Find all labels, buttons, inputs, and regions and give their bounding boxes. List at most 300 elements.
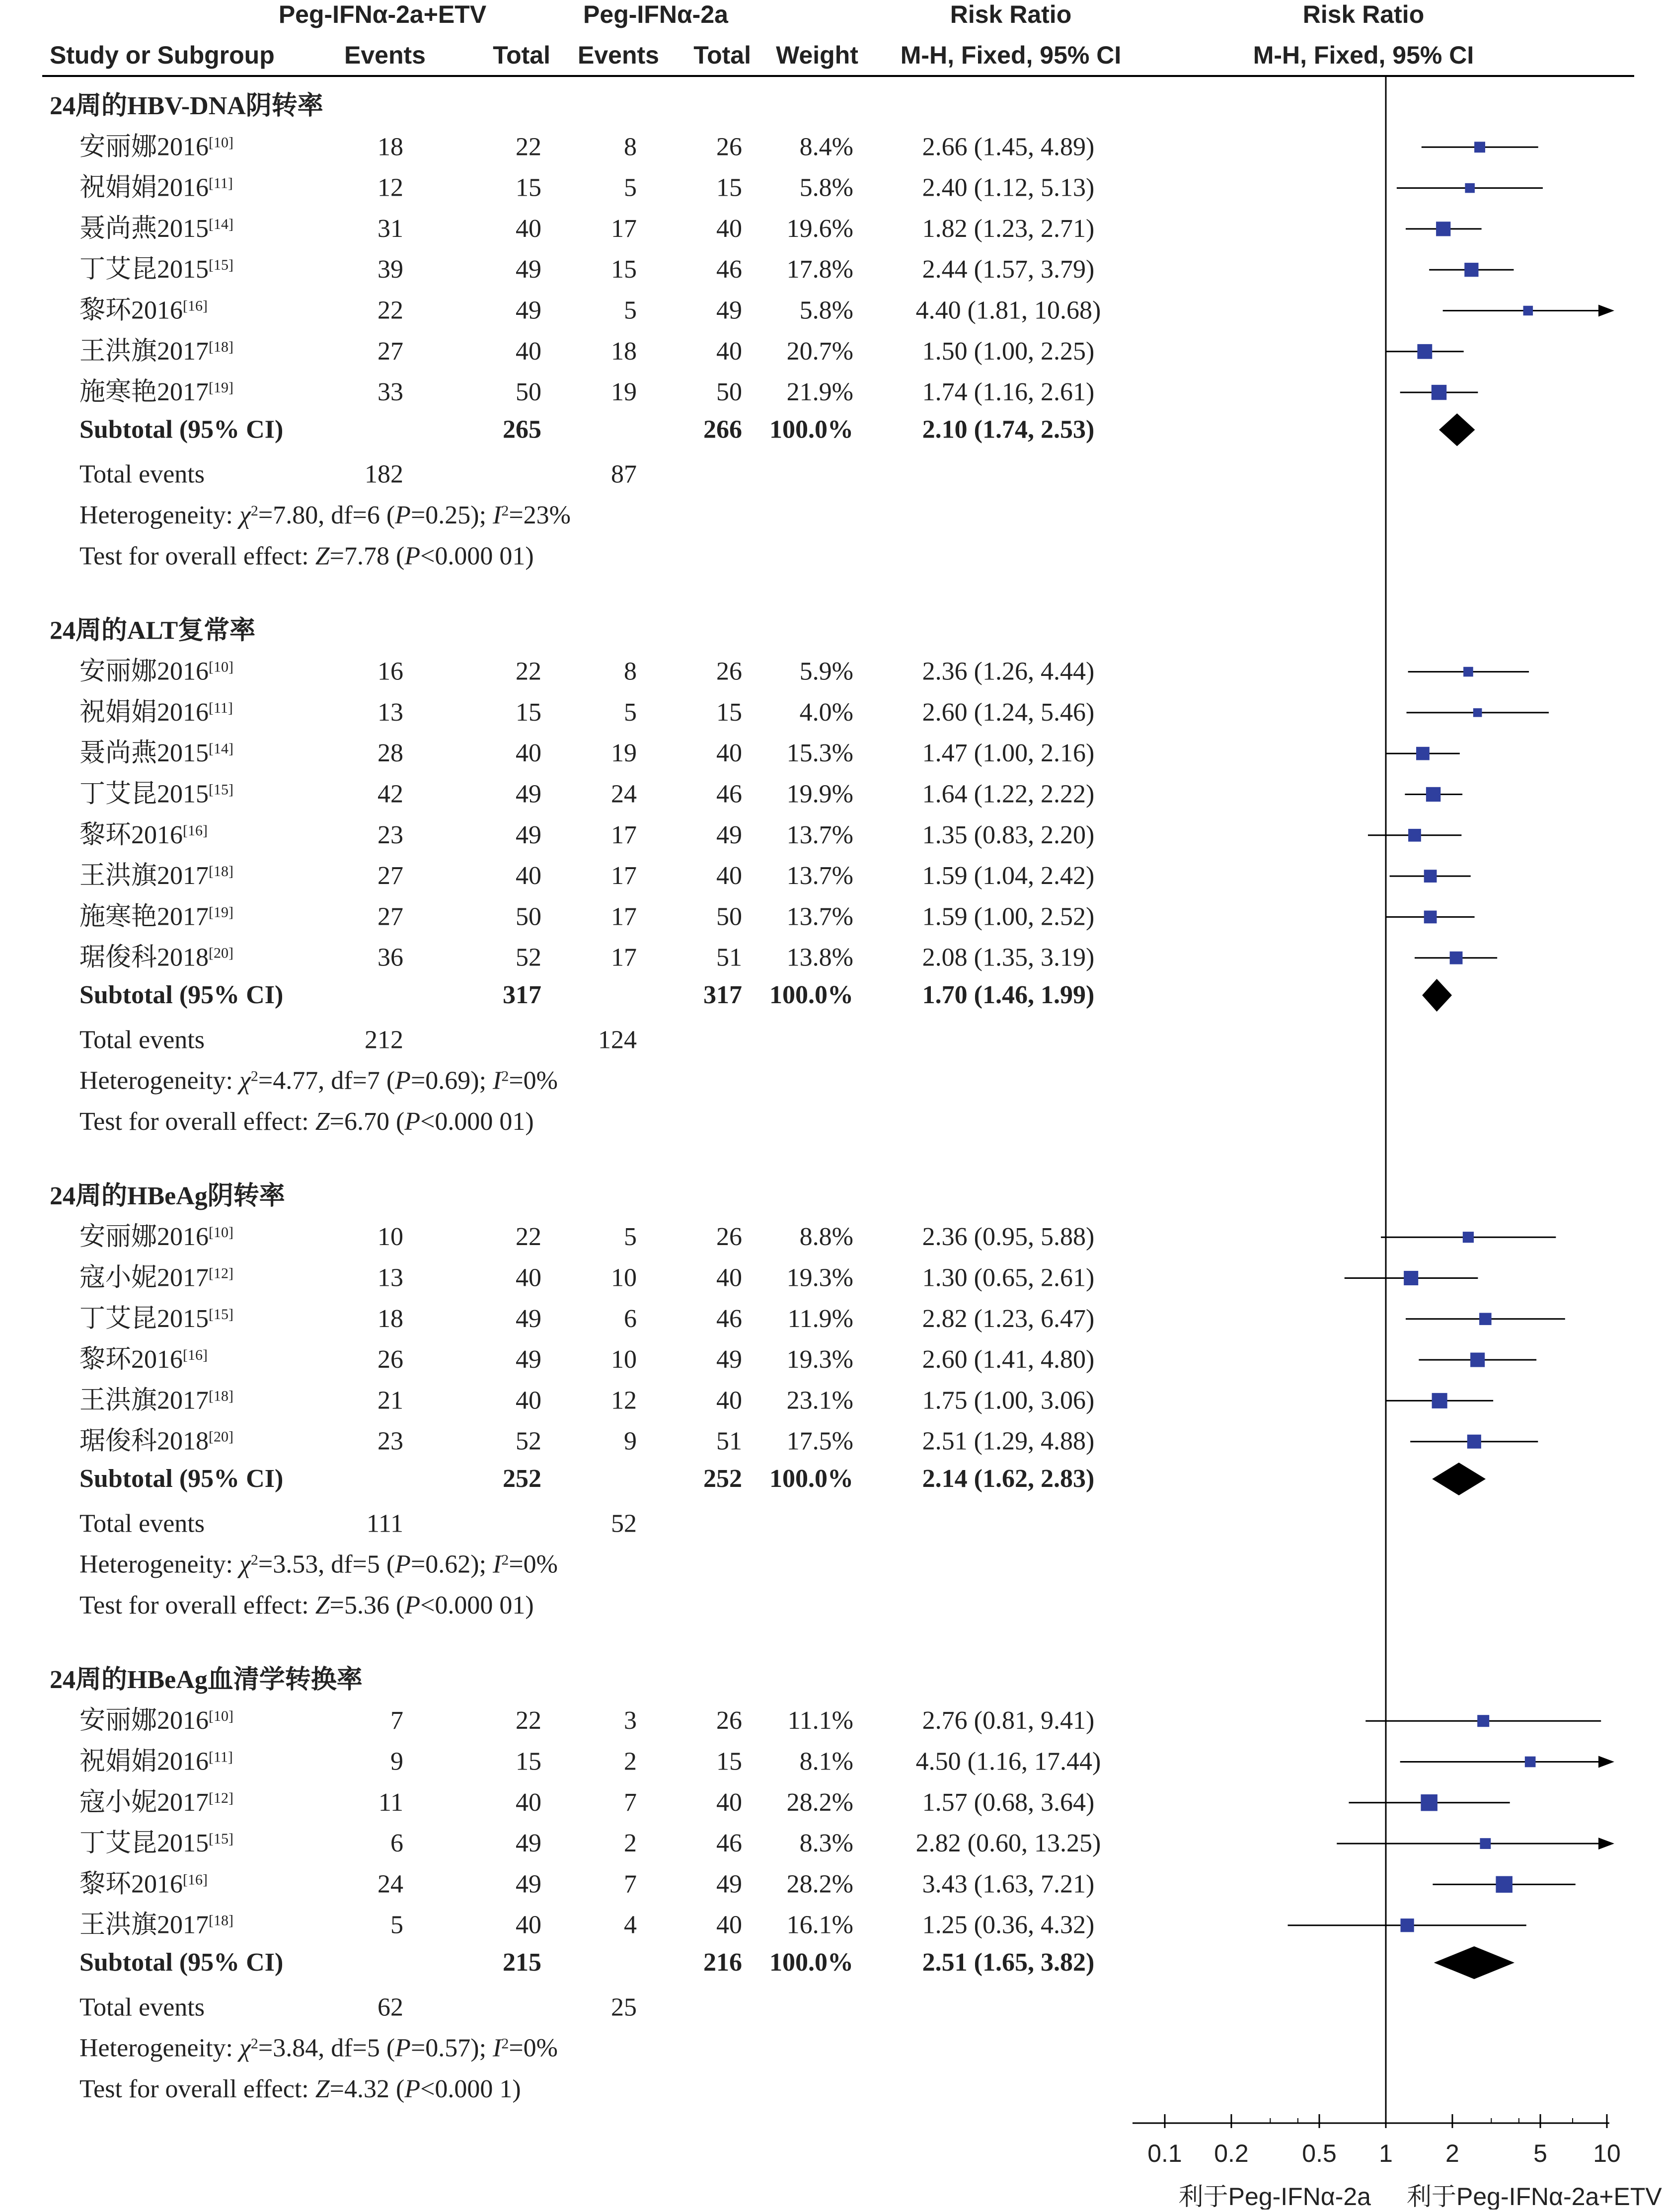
study-label: 丁艾昆2015 xyxy=(79,780,209,809)
total-ctl: 26 xyxy=(716,1223,742,1252)
study-ci: 4.40 (1.81, 10.68) xyxy=(915,296,1101,325)
events-exp: 13 xyxy=(378,698,403,727)
total-exp: 49 xyxy=(516,255,541,284)
subtotal-total-ctl: 252 xyxy=(703,1465,742,1493)
events-exp: 28 xyxy=(378,739,403,768)
total-exp: 22 xyxy=(516,1706,541,1735)
total-exp: 22 xyxy=(516,133,541,161)
study-weight: 19.6% xyxy=(786,214,853,243)
total-ctl: 15 xyxy=(716,698,742,727)
study-label: 黎环2016 xyxy=(79,1870,183,1899)
study-ref: [15] xyxy=(209,1830,233,1847)
study-ci: 2.36 (1.26, 4.44) xyxy=(922,657,1095,686)
study-ci: 1.64 (1.22, 2.22) xyxy=(922,780,1095,809)
events-exp: 22 xyxy=(378,296,403,325)
events-exp: 27 xyxy=(378,337,403,366)
total-exp: 50 xyxy=(516,378,541,407)
events-ctl: 2 xyxy=(624,1747,637,1776)
total-ctl: 40 xyxy=(716,739,742,768)
study-ref: [11] xyxy=(209,175,233,192)
events-exp: 18 xyxy=(378,133,403,161)
ci-arrow-icon xyxy=(1598,1838,1614,1849)
total-exp: 49 xyxy=(516,1345,541,1374)
study-name xyxy=(79,1748,233,1776)
study-ref: [10] xyxy=(209,134,233,150)
total-exp: 49 xyxy=(516,1870,541,1899)
study-ci: 1.82 (1.23, 2.71) xyxy=(922,214,1095,243)
study-ref: [10] xyxy=(209,1224,233,1241)
study-ci: 1.59 (1.00, 2.52) xyxy=(922,902,1095,931)
study-ref: [19] xyxy=(209,379,233,396)
header-group-ctl: Peg-IFNα-2a xyxy=(583,0,728,28)
total-exp: 49 xyxy=(516,1304,541,1333)
study-weight: 28.2% xyxy=(786,1870,853,1899)
header-total-exp: Total xyxy=(493,41,550,69)
subtotal-weight: 100.0% xyxy=(769,981,853,1009)
events-ctl: 17 xyxy=(611,820,637,849)
study-weight: 28.2% xyxy=(786,1788,853,1817)
study-ci: 1.57 (0.68, 3.64) xyxy=(922,1788,1095,1817)
overall-effect-text: Test for overall effect: Z=7.78 (P<0.000 01) xyxy=(79,542,534,571)
study-marker xyxy=(1480,1838,1491,1849)
total-exp: 49 xyxy=(516,1829,541,1858)
axis-tick-label: 0.1 xyxy=(1147,2139,1182,2167)
study-ci: 2.82 (0.60, 13.25) xyxy=(915,1829,1101,1858)
axis-tick-label: 10 xyxy=(1593,2139,1621,2167)
forest-panel xyxy=(1133,76,1662,2210)
study-marker xyxy=(1450,952,1463,964)
study-weight: 8.8% xyxy=(799,1223,853,1252)
total-ctl: 26 xyxy=(716,133,742,161)
study-weight: 5.8% xyxy=(799,296,853,325)
total-exp: 15 xyxy=(516,698,541,727)
study-weight: 8.3% xyxy=(799,1829,853,1858)
study-marker xyxy=(1467,1435,1481,1449)
study-name xyxy=(79,1264,233,1292)
events-ctl: 10 xyxy=(611,1345,637,1374)
study-weight: 13.7% xyxy=(786,902,853,931)
events-ctl: 6 xyxy=(624,1304,637,1333)
total-ctl: 40 xyxy=(716,337,742,366)
total-ctl: 49 xyxy=(716,1345,742,1374)
study-marker xyxy=(1474,142,1485,152)
study-weight: 19.3% xyxy=(786,1263,853,1292)
study-ci: 1.74 (1.16, 2.61) xyxy=(922,378,1095,407)
total-ctl: 40 xyxy=(716,1263,742,1292)
study-name xyxy=(79,296,208,325)
study-weight: 19.3% xyxy=(786,1345,853,1374)
study-label: 王洪旗2017 xyxy=(79,862,209,890)
study-marker xyxy=(1525,1757,1536,1768)
events-exp: 26 xyxy=(378,1345,403,1374)
study-name xyxy=(79,1223,233,1251)
study-weight: 4.0% xyxy=(799,698,853,727)
events-ctl: 8 xyxy=(624,133,637,161)
study-label: 丁艾昆2015 xyxy=(79,255,209,284)
study-weight: 8.1% xyxy=(799,1747,853,1776)
total-events-ctl: 124 xyxy=(598,1026,637,1054)
study-ref: [18] xyxy=(209,863,233,880)
study-ci: 2.40 (1.12, 5.13) xyxy=(922,173,1095,202)
header-events-ctl: Events xyxy=(578,41,659,69)
study-name xyxy=(79,1829,233,1857)
total-ctl: 51 xyxy=(716,1427,742,1456)
study-name xyxy=(79,1706,233,1735)
study-weight: 16.1% xyxy=(786,1911,853,1939)
events-ctl: 7 xyxy=(624,1788,637,1817)
events-exp: 27 xyxy=(378,902,403,931)
study-ref: [18] xyxy=(209,1387,233,1404)
events-ctl: 17 xyxy=(611,902,637,931)
study-marker xyxy=(1424,870,1437,883)
study-ref: [16] xyxy=(183,297,208,314)
study-ci: 2.60 (1.41, 4.80) xyxy=(922,1345,1095,1374)
header-risk-ratio-left: Risk Ratio xyxy=(950,0,1072,28)
total-ctl: 26 xyxy=(716,1706,742,1735)
events-exp: 5 xyxy=(390,1911,403,1939)
events-ctl: 18 xyxy=(611,337,637,366)
study-ref: [14] xyxy=(209,216,233,232)
total-ctl: 46 xyxy=(716,1829,742,1858)
total-ctl: 50 xyxy=(716,378,742,407)
study-ref: [11] xyxy=(209,1749,233,1765)
events-ctl: 9 xyxy=(624,1427,637,1456)
total-exp: 40 xyxy=(516,214,541,243)
axis-tick-label: 0.2 xyxy=(1214,2139,1249,2167)
table-body xyxy=(50,91,1101,2103)
total-exp: 40 xyxy=(516,1911,541,1939)
total-ctl: 49 xyxy=(716,296,742,325)
total-ctl: 46 xyxy=(716,1304,742,1333)
total-exp: 49 xyxy=(516,296,541,325)
pooled-diamond xyxy=(1432,1463,1486,1495)
favours-right-label: 利于Peg-IFNα-2a+ETV xyxy=(1407,2183,1662,2210)
subtotal-total-exp: 252 xyxy=(503,1465,541,1493)
study-label: 祝娟娟2016 xyxy=(79,173,209,202)
study-weight: 5.8% xyxy=(799,173,853,202)
study-ref: [15] xyxy=(209,256,233,273)
study-weight: 15.3% xyxy=(786,739,853,768)
study-label: 琚俊科2018 xyxy=(79,1427,209,1456)
events-ctl: 5 xyxy=(624,296,637,325)
subtotal-total-exp: 317 xyxy=(503,981,541,1009)
total-exp: 22 xyxy=(516,657,541,686)
total-exp: 52 xyxy=(516,1427,541,1456)
total-ctl: 40 xyxy=(716,1788,742,1817)
total-ctl: 15 xyxy=(716,173,742,202)
study-name xyxy=(79,902,233,931)
study-label: 安丽娜2016 xyxy=(79,133,209,161)
study-marker xyxy=(1404,1271,1418,1285)
events-exp: 12 xyxy=(378,173,403,202)
events-exp: 31 xyxy=(378,214,403,243)
total-exp: 40 xyxy=(516,862,541,890)
study-marker xyxy=(1416,747,1430,760)
overall-effect-text: Test for overall effect: Z=4.32 (P<0.000 1) xyxy=(79,2074,521,2103)
subtotal-total-ctl: 317 xyxy=(703,981,742,1009)
heterogeneity-text: Heterogeneity: $\chi^2=3.84$, df=5 (P=0.57); $I^2=0\%$ xyxy=(79,2034,558,2063)
events-exp: 6 xyxy=(390,1829,403,1858)
study-label: 王洪旗2017 xyxy=(79,1386,209,1415)
study-name xyxy=(79,658,233,686)
axis-tick-label: 1 xyxy=(1379,2139,1393,2167)
subgroup-title: 24周的HBV-DNA阴转率 xyxy=(50,92,323,120)
study-ref: [16] xyxy=(183,1871,208,1888)
study-ref: [18] xyxy=(209,338,233,355)
study-ci: 2.44 (1.57, 3.79) xyxy=(922,255,1095,284)
study-ref: [15] xyxy=(209,781,233,798)
total-ctl: 49 xyxy=(716,820,742,849)
events-exp: 18 xyxy=(378,1304,403,1333)
header-events-exp: Events xyxy=(344,41,426,69)
study-weight: 21.9% xyxy=(786,378,853,407)
study-name xyxy=(79,739,233,767)
study-ci: 2.76 (0.81, 9.41) xyxy=(922,1706,1095,1735)
subtotal-label: Subtotal (95% CI) xyxy=(79,415,284,444)
study-ci: 2.36 (0.95, 5.88) xyxy=(922,1223,1095,1252)
study-label: 黎环2016 xyxy=(79,1345,183,1374)
study-ci: 1.47 (1.00, 2.16) xyxy=(922,739,1095,768)
subtotal-label: Subtotal (95% CI) xyxy=(79,1465,284,1493)
subtotal-ci: 2.10 (1.74, 2.53) xyxy=(922,415,1095,444)
study-weight: 11.9% xyxy=(787,1304,853,1333)
study-ref: [10] xyxy=(209,659,233,675)
events-ctl: 10 xyxy=(611,1263,637,1292)
events-exp: 27 xyxy=(378,862,403,890)
subgroup-title: 24周的ALT复常率 xyxy=(50,616,256,645)
study-ref: [15] xyxy=(209,1306,233,1323)
study-ref: [12] xyxy=(209,1789,233,1806)
total-exp: 40 xyxy=(516,739,541,768)
study-marker xyxy=(1463,667,1473,677)
total-events-exp: 111 xyxy=(366,1509,403,1538)
axis-tick-label: 2 xyxy=(1445,2139,1459,2167)
study-name xyxy=(79,215,233,243)
study-weight: 23.1% xyxy=(786,1386,853,1415)
study-weight: 8.4% xyxy=(799,133,853,161)
study-marker xyxy=(1417,344,1432,359)
events-exp: 23 xyxy=(378,1427,403,1456)
total-exp: 49 xyxy=(516,820,541,849)
study-name xyxy=(79,378,233,406)
study-marker xyxy=(1473,708,1482,717)
study-marker xyxy=(1477,1715,1489,1727)
study-marker xyxy=(1436,221,1450,236)
subtotal-total-ctl: 266 xyxy=(703,415,742,444)
events-ctl: 24 xyxy=(611,780,637,809)
study-marker xyxy=(1426,787,1440,802)
study-ref: [11] xyxy=(209,699,233,716)
events-exp: 42 xyxy=(378,780,403,809)
study-marker xyxy=(1479,1313,1492,1326)
study-ci: 2.51 (1.29, 4.88) xyxy=(922,1427,1095,1456)
study-ci: 1.75 (1.00, 3.06) xyxy=(922,1386,1095,1415)
study-name xyxy=(79,133,233,161)
events-exp: 21 xyxy=(378,1386,403,1415)
study-label: 王洪旗2017 xyxy=(79,1911,209,1939)
study-name xyxy=(79,862,233,890)
events-ctl: 19 xyxy=(611,739,637,768)
total-exp: 40 xyxy=(516,1263,541,1292)
study-ref: [20] xyxy=(209,1428,233,1445)
total-exp: 22 xyxy=(516,1223,541,1252)
study-marker xyxy=(1432,1393,1447,1408)
events-ctl: 3 xyxy=(624,1706,637,1735)
total-events-ctl: 25 xyxy=(611,1993,637,2022)
events-ctl: 2 xyxy=(624,1829,637,1858)
study-ci: 1.50 (1.00, 2.25) xyxy=(922,337,1095,366)
total-exp: 15 xyxy=(516,173,541,202)
events-exp: 16 xyxy=(378,657,403,686)
study-ref: [10] xyxy=(209,1707,233,1724)
study-name xyxy=(79,698,233,727)
study-ci: 2.08 (1.35, 3.19) xyxy=(922,943,1095,972)
events-ctl: 17 xyxy=(611,862,637,890)
subtotal-total-exp: 265 xyxy=(503,415,541,444)
subtotal-ci: 1.70 (1.46, 1.99) xyxy=(922,981,1095,1009)
study-name xyxy=(79,255,233,284)
subgroup-title: 24周的HBeAg阴转率 xyxy=(50,1181,285,1210)
total-events-exp: 212 xyxy=(365,1026,403,1054)
study-label: 王洪旗2017 xyxy=(79,337,209,366)
subtotal-label: Subtotal (95% CI) xyxy=(79,1948,284,1977)
study-marker xyxy=(1463,1232,1474,1243)
events-ctl: 15 xyxy=(611,255,637,284)
total-exp: 49 xyxy=(516,780,541,809)
events-exp: 23 xyxy=(378,820,403,849)
study-label: 施寒艳2017 xyxy=(79,902,209,931)
study-marker xyxy=(1464,263,1478,277)
study-ref: [18] xyxy=(209,1912,233,1929)
events-exp: 9 xyxy=(390,1747,403,1776)
study-weight: 17.5% xyxy=(786,1427,853,1456)
subtotal-ci: 2.51 (1.65, 3.82) xyxy=(922,1948,1095,1977)
total-ctl: 51 xyxy=(716,943,742,972)
total-exp: 40 xyxy=(516,337,541,366)
total-events-exp: 182 xyxy=(365,460,403,489)
events-ctl: 5 xyxy=(624,1223,637,1252)
study-ref: [20] xyxy=(209,945,233,961)
events-ctl: 17 xyxy=(611,943,637,972)
header-group-exp: Peg-IFNα-2a+ETV xyxy=(278,0,487,28)
study-ci: 4.50 (1.16, 17.44) xyxy=(915,1747,1101,1776)
header-weight: Weight xyxy=(776,41,858,69)
pooled-diamond xyxy=(1439,413,1475,446)
events-exp: 39 xyxy=(378,255,403,284)
study-weight: 17.8% xyxy=(786,255,853,284)
total-ctl: 50 xyxy=(716,902,742,931)
total-ctl: 40 xyxy=(716,1386,742,1415)
header-risk-ratio-right: Risk Ratio xyxy=(1302,0,1425,28)
study-ci: 1.59 (1.04, 2.42) xyxy=(922,862,1095,890)
study-name xyxy=(79,1911,233,1939)
study-name xyxy=(79,1427,233,1456)
heterogeneity-text: Heterogeneity: $\chi^2=3.53$, df=5 (P=0.62); $I^2=0\%$ xyxy=(79,1550,558,1579)
study-label: 寇小妮2017 xyxy=(79,1263,209,1292)
study-marker xyxy=(1496,1876,1512,1893)
total-events-label: Total events xyxy=(79,1026,205,1054)
total-exp: 50 xyxy=(516,902,541,931)
events-exp: 33 xyxy=(378,378,403,407)
study-marker xyxy=(1408,829,1421,842)
total-events-exp: 62 xyxy=(378,1993,403,2022)
study-marker xyxy=(1400,1918,1414,1932)
study-label: 黎环2016 xyxy=(79,820,183,849)
overall-effect-text: Test for overall effect: Z=6.70 (P<0.000 01) xyxy=(79,1107,534,1136)
total-events-ctl: 52 xyxy=(611,1509,637,1538)
events-exp: 11 xyxy=(378,1788,403,1817)
total-ctl: 26 xyxy=(716,657,742,686)
study-label: 聂尚燕2015 xyxy=(79,214,209,243)
study-marker xyxy=(1523,306,1533,316)
subtotal-weight: 100.0% xyxy=(769,415,853,444)
study-label: 丁艾昆2015 xyxy=(79,1304,209,1333)
study-label: 聂尚燕2015 xyxy=(79,739,209,768)
study-name xyxy=(79,1386,233,1414)
axis-tick-label: 0.5 xyxy=(1302,2139,1337,2167)
study-name xyxy=(79,1870,208,1898)
study-label: 丁艾昆2015 xyxy=(79,1829,209,1858)
study-weight: 13.8% xyxy=(786,943,853,972)
pooled-diamond xyxy=(1434,1946,1514,1979)
overall-effect-text: Test for overall effect: Z=5.36 (P<0.000 01) xyxy=(79,1591,534,1620)
total-ctl: 40 xyxy=(716,214,742,243)
events-exp: 36 xyxy=(378,943,403,972)
study-ci: 3.43 (1.63, 7.21) xyxy=(922,1870,1095,1899)
subtotal-total-ctl: 216 xyxy=(703,1948,742,1977)
events-exp: 24 xyxy=(378,1870,403,1899)
total-events-ctl: 87 xyxy=(611,460,637,489)
study-weight: 20.7% xyxy=(786,337,853,366)
study-name xyxy=(79,780,233,809)
events-ctl: 19 xyxy=(611,378,637,407)
events-exp: 13 xyxy=(378,1263,403,1292)
subgroup-title: 24周的HBeAg血清学转换率 xyxy=(50,1665,363,1694)
study-ci: 2.60 (1.24, 5.46) xyxy=(922,698,1095,727)
study-name xyxy=(79,821,208,849)
heterogeneity-text: Heterogeneity: $\chi^2=7.80$, df=6 (P=0.25); $I^2=23\%$ xyxy=(79,501,571,529)
study-ref: [16] xyxy=(183,1346,208,1363)
header-method-left: M-H, Fixed, 95% CI xyxy=(900,41,1122,69)
events-ctl: 7 xyxy=(624,1870,637,1899)
subtotal-label: Subtotal (95% CI) xyxy=(79,981,284,1009)
study-name xyxy=(79,1788,233,1817)
subtotal-weight: 100.0% xyxy=(769,1465,853,1493)
total-exp: 40 xyxy=(516,1788,541,1817)
total-ctl: 40 xyxy=(716,1911,742,1939)
study-ci: 1.25 (0.36, 4.32) xyxy=(922,1911,1095,1939)
study-ci: 2.82 (1.23, 6.47) xyxy=(922,1304,1095,1333)
events-ctl: 5 xyxy=(624,698,637,727)
study-marker xyxy=(1470,1353,1485,1367)
header-method-right: M-H, Fixed, 95% CI xyxy=(1253,41,1474,69)
heterogeneity-text: Heterogeneity: $\chi^2=4.77$, df=7 (P=0.69); $I^2=0\%$ xyxy=(79,1066,558,1095)
total-ctl: 40 xyxy=(716,862,742,890)
study-name xyxy=(79,944,233,972)
total-events-label: Total events xyxy=(79,460,205,489)
total-ctl: 46 xyxy=(716,780,742,809)
study-label: 祝娟娟2016 xyxy=(79,1747,209,1776)
total-events-label: Total events xyxy=(79,1993,205,2022)
events-ctl: 17 xyxy=(611,214,637,243)
axis-tick-label: 5 xyxy=(1533,2139,1547,2167)
ci-arrow-icon xyxy=(1598,1756,1614,1768)
study-name xyxy=(79,174,233,202)
study-ci: 1.35 (0.83, 2.20) xyxy=(922,820,1095,849)
events-ctl: 4 xyxy=(624,1911,637,1939)
study-name xyxy=(79,1305,233,1333)
study-weight: 11.1% xyxy=(787,1706,853,1735)
